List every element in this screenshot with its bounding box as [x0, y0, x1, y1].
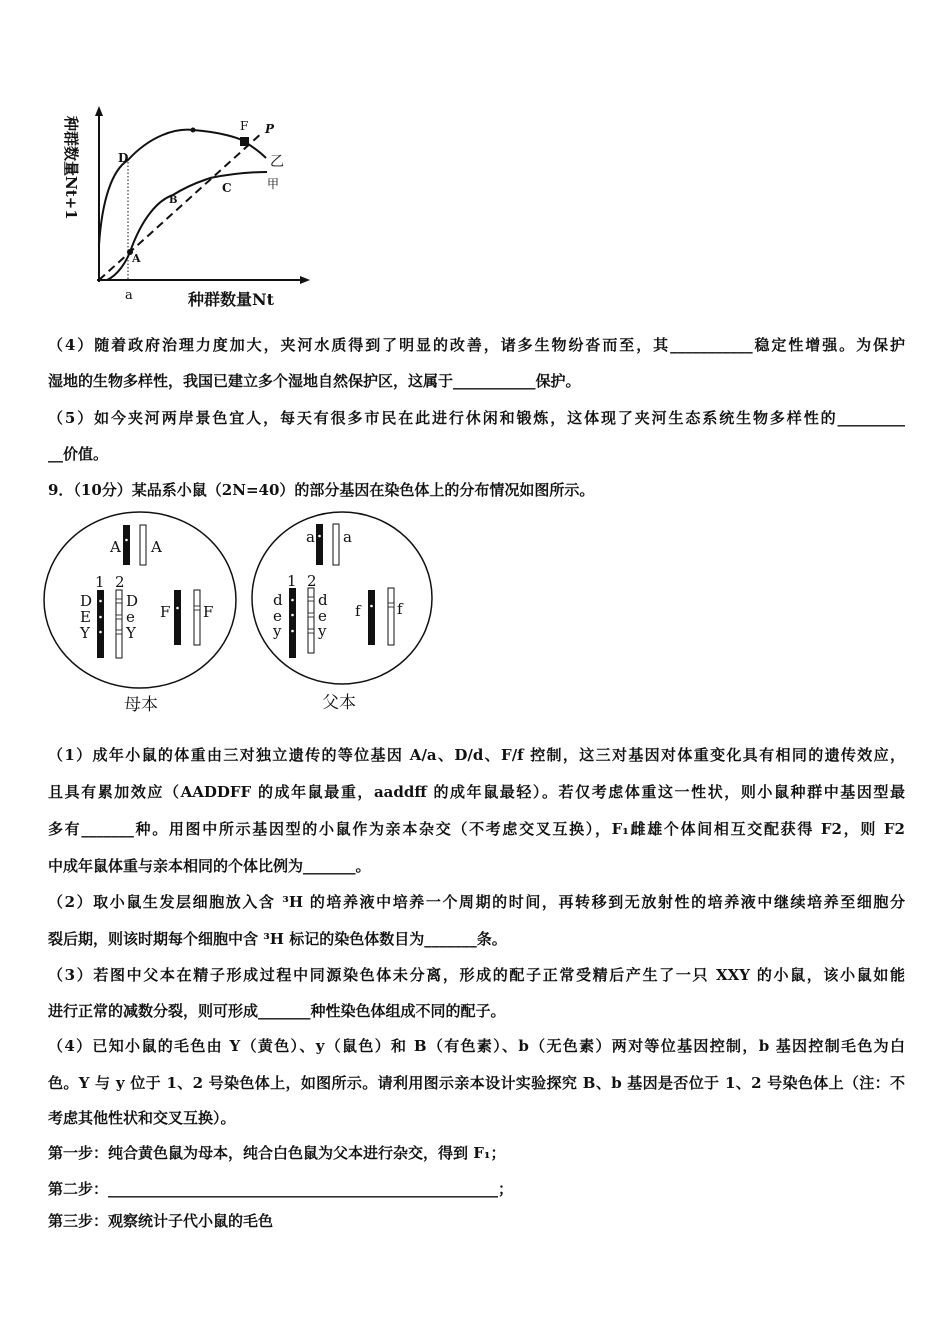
father-chr1-gene-2: e	[273, 607, 282, 625]
q9-line-2: 且具有累加效应（AADDFF 的成年鼠最重，aaddff 的成年鼠最轻）。若仅考虑体重这一性状，则小鼠种群中基因型最	[48, 783, 905, 801]
q9-line-1: （1）成年小鼠的体重由三对独立遗传的等位基因 A/a、D/d、F/f 控制，这三对基因对体重变化具有相同的遗传效应，	[48, 746, 905, 764]
point-f: F	[240, 119, 249, 133]
father-gene-f-left: f	[355, 602, 361, 620]
q8-line-4: __价值。	[48, 445, 109, 463]
q9-line-9: （4）已知小鼠的毛色由 Y（黄色）、y（鼠色）和 B（有色素）、b（无色素）两对等位基因控制，b 基因控制毛色为白	[48, 1037, 905, 1055]
father-gene-a-right: a	[343, 528, 352, 546]
mother-chr1-gene-1: D	[80, 592, 93, 610]
curve-yi	[99, 130, 266, 245]
y-axis-label: 种群数量Nt+1	[62, 116, 80, 220]
x-axis-label: 种群数量Nt	[188, 290, 275, 309]
father-chr2-gene-1: d	[318, 591, 328, 609]
mother-chr1-gene-3: Y	[80, 624, 90, 642]
point-a: A	[132, 252, 141, 265]
mother-chr-number-2: 2	[115, 573, 125, 591]
point-c: C	[222, 181, 232, 195]
mother-caption: 母本	[124, 695, 158, 715]
q8-line-1: （4）随着政府治理力度加大，夹河水质得到了明显的改善，诸多生物纷沓而至，其___________稳定性增强。为保护	[48, 336, 905, 354]
father-cell	[252, 512, 432, 713]
q8-line-2: 湿地的生物多样性，我国已建立多个湿地自然保护区，这属于___________保护。	[48, 372, 581, 390]
q9-line-4: 中成年鼠体重与亲本相同的个体比例为_______。	[48, 857, 371, 875]
q9-step-3: 第三步：观察统计子代小鼠的毛色	[48, 1212, 274, 1230]
q9-line-3: 多有_______种。用图中所示基因型的小鼠作为亲本杂交（不考虑交叉互换），F₁雌雄个体间相互交配获得 F2，则 F2	[48, 820, 905, 838]
q9-line-6: 裂后期，则该时期每个细胞中含 ³H 标记的染色体数目为_______条。	[48, 930, 507, 948]
q9-line-8: 进行正常的减数分裂，则可形成_______种性染色体组成不同的配子。	[48, 1002, 506, 1020]
mother-chr1-gene-2: E	[80, 608, 91, 626]
curve-yi-label: 乙	[270, 154, 284, 170]
mother-chr2-gene-3: Y	[126, 624, 136, 642]
mother-gene-f-left: F	[160, 603, 171, 621]
father-gene-a-left: a	[306, 528, 315, 546]
population-graph	[50, 100, 310, 310]
q9-line-7: （3）若图中父本在精子形成过程中同源染色体未分离，形成的配子正常受精后产生了一只 XXY 的小鼠，该小鼠如能	[48, 966, 905, 984]
x-tick-a: a	[125, 288, 133, 303]
q9-step-2: 第二步：____________________________________________________；	[48, 1180, 514, 1198]
chromosome-diagram	[40, 510, 440, 720]
father-chr-number-1: 1	[287, 572, 297, 590]
mother-chr2-gene-2: e	[126, 608, 135, 626]
curve-jia	[107, 172, 267, 280]
father-chr-number-2: 2	[307, 572, 317, 590]
father-gene-f-right: f	[397, 600, 403, 618]
point-d: D	[118, 151, 129, 165]
q9-line-11: 考虑其他性状和交叉互换）。	[48, 1109, 236, 1127]
father-caption: 父本	[322, 693, 356, 713]
father-chr2-gene-2: e	[318, 607, 327, 625]
q9-step-1: 第一步：纯合黄色鼠为母本，纯合白色鼠为父本进行杂交，得到 F₁；	[48, 1144, 506, 1162]
father-chr2-gene-3: y	[318, 622, 327, 640]
mother-chr-number-1: 1	[95, 573, 105, 591]
mother-chr2-gene-1: D	[126, 592, 139, 610]
mother-gene-a-right: A	[151, 538, 162, 556]
point-b: B	[169, 195, 178, 206]
curve-jia-label: 甲	[267, 177, 280, 191]
mother-cell	[44, 512, 236, 715]
q8-line-3: （5）如今夹河两岸景色宜人，每天有很多市民在此进行休闲和锻炼，这体现了夹河生态系统生物多样性的_________	[48, 409, 905, 427]
q9-line-10: 色。Y 与 y 位于 1、2 号染色体上，如图所示。请利用图示亲本设计实验探究 B、b 基因是否位于 1、2 号染色体上（注：不	[48, 1074, 905, 1092]
mother-gene-a-left: A	[110, 538, 121, 556]
mother-gene-f-right: F	[203, 603, 214, 621]
point-p: P	[265, 122, 275, 136]
q9-line-5: （2）取小鼠生发层细胞放入含 ³H 的培养液中培养一个周期的时间，再转移到无放射性的培养液中继续培养至细胞分	[48, 893, 905, 911]
father-chr1-gene-1: d	[273, 591, 283, 609]
father-chr1-gene-3: y	[273, 622, 282, 640]
q9-title: 9．（10分）某品系小鼠（2N=40）的部分基因在染色体上的分布情况如图所示。	[48, 481, 595, 499]
